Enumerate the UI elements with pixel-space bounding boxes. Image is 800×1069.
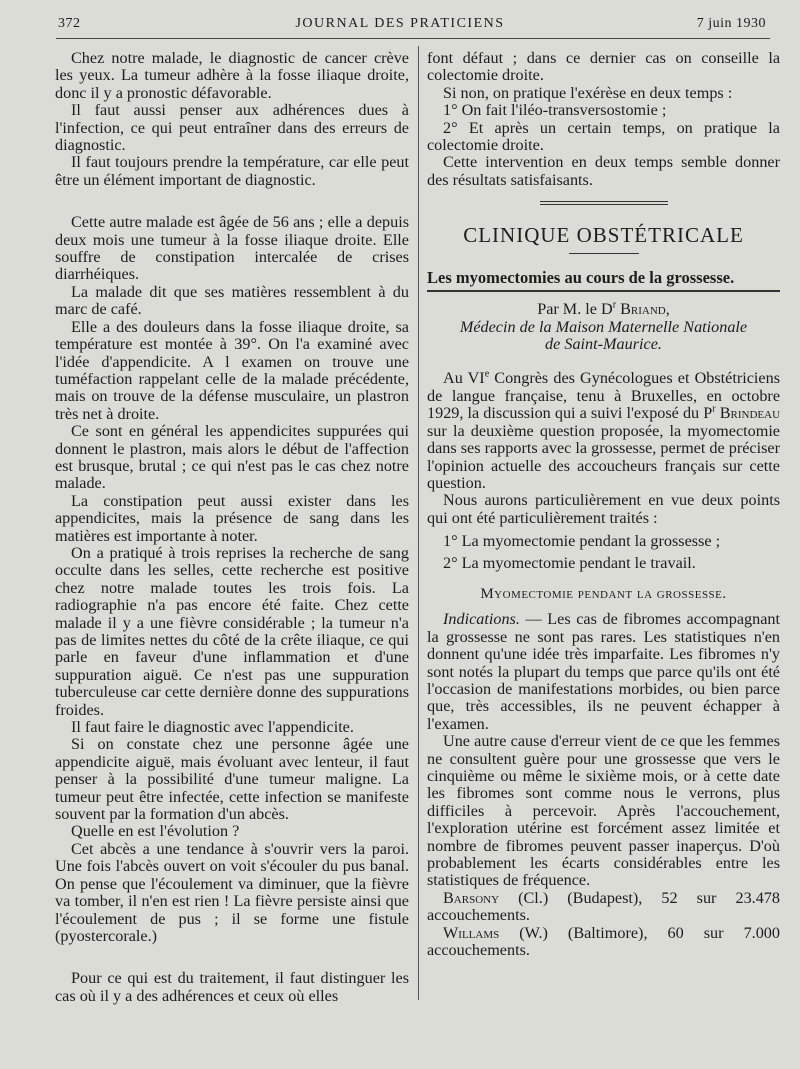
text-run: — Les cas de fibromes accompagnant la grossesse ne sont pas rares. Les statistiques n'en donnent qu'une idée très imparfaite. Les fibromes n'y sont notés la plupart du temps que parce qu'ils ont été l'occasion de manifestations morbides, ou bien parce que, très accessibles, ils ne peuvent échapper à l'examen. xyxy=(427,610,780,733)
paragraph: Pour ce qui est du traitement, il faut distinguer les cas où il y a des adhérences et ceux où elles xyxy=(55,969,409,1005)
paragraph xyxy=(427,925,780,960)
paragraph: Quelle en est l'évolution ? xyxy=(71,822,240,841)
cited-name: Barsony xyxy=(443,888,500,907)
header-rule xyxy=(56,38,770,39)
text-run: (W.) (Baltimore), 60 sur 7.000 accouchements. xyxy=(427,923,780,960)
paragraph: La malade dit que ses matières ressemblent à du marc de café. xyxy=(55,282,409,319)
right-column xyxy=(427,50,780,959)
list-item: 1° On fait l'iléo-transversostomie ; xyxy=(443,101,667,120)
cited-name: Brindeau xyxy=(719,404,781,423)
run-in-heading: Indications. xyxy=(443,610,520,629)
article-author xyxy=(427,301,780,318)
list-item: 2° La myomectomie pendant le travail. xyxy=(443,553,696,572)
subsection-title: Myomectomie pendant la grossesse. xyxy=(480,585,727,602)
running-header xyxy=(0,10,800,38)
author-affiliation: de Saint-Maurice. xyxy=(545,335,662,354)
superscript: e xyxy=(484,369,490,381)
text-run: (Cl.) (Budapest), 52 sur 23.478 accouchements. xyxy=(427,888,780,925)
left-column xyxy=(55,50,409,1005)
paragraph: Cet abcès a une tendance à s'ouvrir vers la paroi. Une fois l'abcès ouvert on voit s'écouler du pus banal. On pense que l'écoulement va diminuer, que la fièvre va tomber, il n'en est rien ! La fièvre persiste ainsi que l'écoulement de pus ; il se forme une fistule (pyostercorale.) xyxy=(55,839,409,945)
section-title: CLINIQUE OBSTÉTRICALE xyxy=(463,223,744,248)
cited-name: Willams xyxy=(443,923,500,942)
list-item: 1° La myomectomie pendant la grossesse ; xyxy=(443,532,721,551)
section-divider xyxy=(540,201,668,205)
author-name: Briand, xyxy=(620,300,670,319)
paragraph: Il faut toujours prendre la température, car elle peut être un élément important de diagnostic. xyxy=(55,153,409,189)
page-number: 372 xyxy=(58,16,81,31)
paragraph: Il faut faire le diagnostic avec l'appendicite. xyxy=(71,718,354,737)
list-item: 2° Et après un certain temps, on pratique la colectomie droite. xyxy=(427,118,780,155)
paragraph: Si on constate chez une personne âgée une appendicite aiguë, mais évoluant avec lenteur, il faut penser à la possibilité d'une tumeur maligne. La tumeur peut être infectée, cette infection se manifeste souvent par la formation d'un abcès. xyxy=(55,735,409,824)
journal-title: JOURNAL DES PRATICIENS xyxy=(295,16,505,31)
article-title: Les myomectomies au cours de la grossesse. xyxy=(427,268,780,292)
paragraph: Ce sont en général les appendicites suppurées qui donnent le plastron, mais alors le début de l'affection est brusque, brutal ; ce qui n'est pas le cas chez notre malade. xyxy=(55,422,409,493)
title-underline xyxy=(569,253,639,254)
paragraph: Chez notre malade, le diagnostic de cancer crève les yeux. La tumeur adhère à la fosse iliaque droite, donc il y a pronostic défavorable. xyxy=(55,49,409,102)
text-run: sur la deuxième question proposée, la myomectomie dans ses rapports avec la grossesse, permet de préciser l'opinion actuelle des accoucheurs français sur cette question. xyxy=(427,421,780,492)
issue-date: 7 juin 1930 xyxy=(696,16,766,31)
author-affiliation: Médecin de la Maison Maternelle Nationale xyxy=(459,317,748,336)
paragraph: Cette intervention en deux temps semble donner des résultats satisfaisants. xyxy=(427,153,780,189)
paragraph: Il faut aussi penser aux adhérences dues à l'infection, ce qui peut entraîner dans des erreurs de diagnostic. xyxy=(55,101,409,155)
paragraph: Elle a des douleurs dans la fosse iliaque droite, sa température est montée à 39°. On l'a examiné avec l'idée d'appendicite. A l examen on trouve une tuméfaction rappelant celle de la malade précédente, mais on trouve de la défense musculaire, un plastron très net à droite. xyxy=(55,317,409,423)
text-run: Congrès des Gynécologues et Obstétriciens de langue française, tenu à Bruxelles, en octobre 1929, la discussion qui a suivi l'exposé du P xyxy=(427,369,780,423)
text-run: Au VI xyxy=(443,369,485,388)
paragraph: La constipation peut aussi exister dans les appendicites, mais la présence de sang dans les matières est importante à noter. xyxy=(55,491,409,545)
author-prefix: Par M. le D xyxy=(537,300,613,319)
paragraph xyxy=(427,611,780,733)
paragraph: Nous aurons particulièrement en vue deux points qui ont été particulièrement traités : xyxy=(427,491,780,527)
paragraph: On a pratiqué à trois reprises la recherche de sang occulte dans les selles, cette recherche est positive chez notre malade toutes les trois fois. La radiographie n'a pas encore été faite. Chez cette malade il y a une fièvre considérable ; la tumeur n'a pas de limites nettes du côté de la crête iliaque, ce qui parle en faveur d'une inflammation et d'une suppuration aiguë. Ce n'est pas une suppuration tuberculeuse car cette dernière donne des suppurations froides. xyxy=(55,543,409,719)
author-sup: r xyxy=(612,299,617,311)
paragraph: Une autre cause d'erreur vient de ce que les femmes ne consultent guère pour une grossesse que vers le cinquième ou même le sixième mois, or à cette date les fibromes sont comme nous le verrons, plus difficiles à percevoir. Après l'accouchement, l'exploration utérine est forcément assez limitée et nombre de fibromes peuvent passer inaperçus. D'où probablement les écarts considérables entre les statistiques de fréquence. xyxy=(427,732,780,890)
superscript: r xyxy=(712,403,716,415)
paragraph: Si non, on pratique l'exérèse en deux temps : xyxy=(443,83,733,102)
paragraph: Cette autre malade est âgée de 56 ans ; elle a depuis deux mois une tumeur à la fosse iliaque droite. Elle souffre de constipation intercalée de crises diarrhéiques. xyxy=(55,213,409,284)
column-separator xyxy=(418,46,419,1000)
paragraph xyxy=(427,890,780,925)
paragraph: font défaut ; dans ce dernier cas on conseille la colectomie droite. xyxy=(427,49,780,85)
paragraph xyxy=(427,370,780,492)
